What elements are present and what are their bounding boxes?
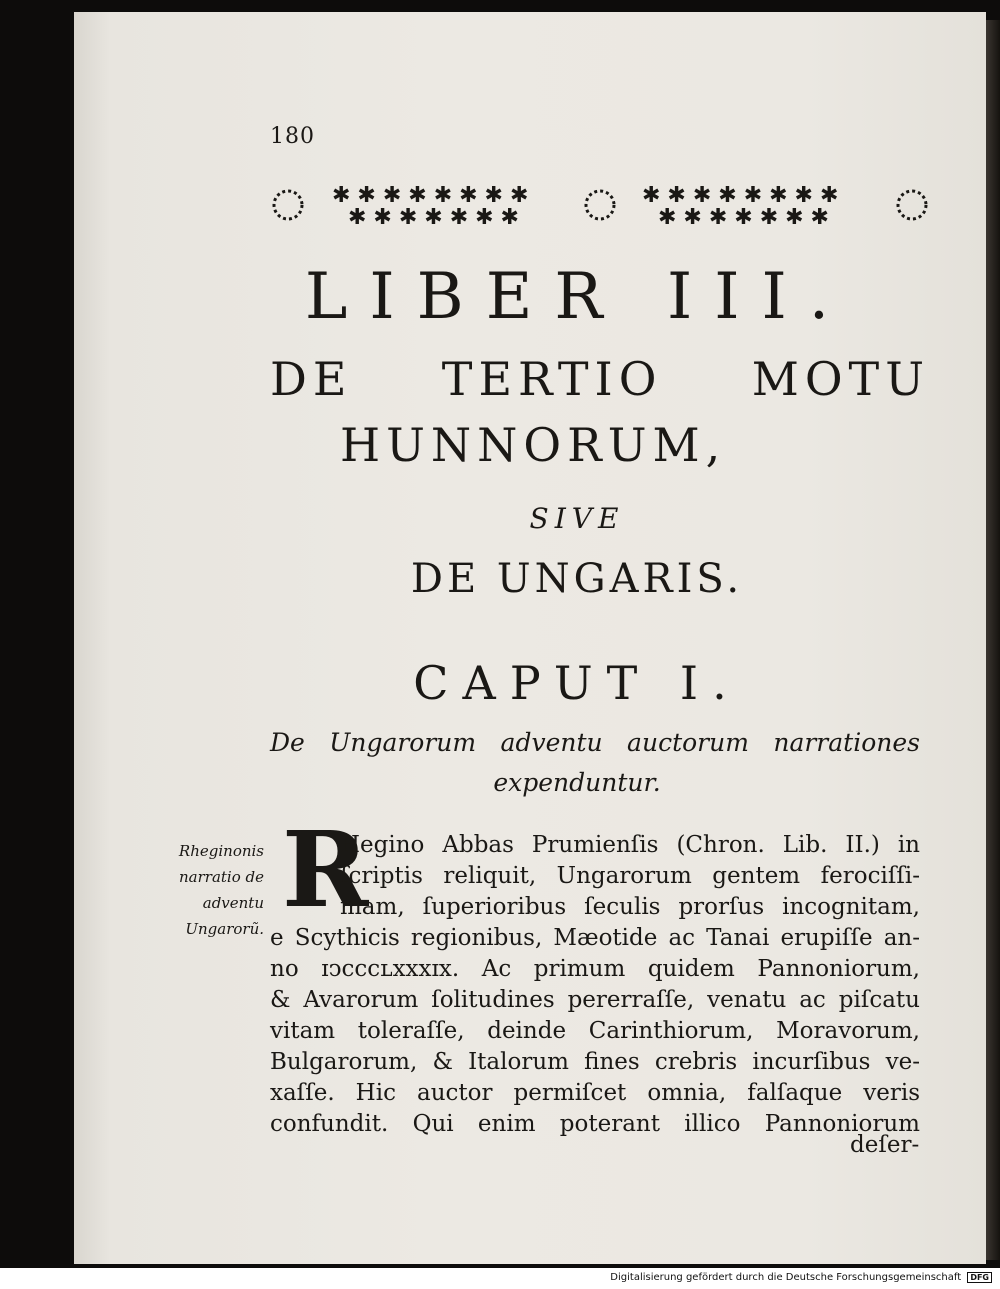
margin-note-line: narratio de <box>179 868 264 886</box>
dfg-logo-icon: DFG <box>967 1272 992 1283</box>
title-sive: SIVE <box>529 502 625 535</box>
body-line: no ɪↄcccʟxxxɪx. Ac primum quidem Pannoniorum, <box>270 956 920 982</box>
body-line: e Scythicis regionibus, Mæotide ac Tanai erupiſſe an- <box>270 925 920 951</box>
body-line: & Avarorum ſolitudines pererraſſe, venatu ac piſcatu <box>270 987 920 1013</box>
chapter-subtitle-line2: expenduntur. <box>493 768 661 797</box>
title-liber: LIBER III. <box>304 260 852 334</box>
margin-note <box>168 838 264 942</box>
body-line: vitam toleraſſe, deinde Carinthiorum, Moravorum, <box>270 1018 920 1044</box>
body-line: mam, ſuperioribus ſeculis prorſus incognitam, <box>340 894 920 920</box>
body-line: Bulgarorum, & Italorum fines crebris incurſibus ve- <box>270 1049 920 1075</box>
margin-note-line: Rheginonis <box>178 842 264 860</box>
body-line: ſcriptis reliquit, Ungarorum gentem ferociſſi- <box>340 863 920 889</box>
svg-text:✱ ✱ ✱ ✱ ✱ ✱ ✱ ✱: ✱ ✱ ✱ ✱ ✱ ✱ ✱ ✱ <box>332 183 529 208</box>
title-de-tertio-motu: DE TERTIO MOTU <box>270 352 930 406</box>
svg-text:✱ ✱ ✱ ✱ ✱ ✱ ✱ ✱: ✱ ✱ ✱ ✱ ✱ ✱ ✱ ✱ <box>642 183 839 208</box>
drop-cap: R <box>282 808 369 931</box>
page-number: 180 <box>270 124 315 149</box>
decorative-ornament-band <box>270 180 930 230</box>
catchword: deſer- <box>850 1132 920 1158</box>
svg-text:✱ ✱ ✱ ✱ ✱ ✱ ✱: ✱ ✱ ✱ ✱ ✱ ✱ ✱ <box>658 205 829 230</box>
title-de-ungaris: DE UNGARIS. <box>410 556 744 602</box>
body-line: xaſſe. Hic auctor permiſcet omnia, falſaque veris <box>270 1080 920 1106</box>
book-page <box>74 12 986 1264</box>
margin-note-line: adventu <box>202 894 264 912</box>
book-edge <box>986 20 1000 1260</box>
title-hunnorum: HUNNORUM, <box>340 418 727 472</box>
digitization-credit <box>610 1272 992 1283</box>
body-line: Hegino Abbas Prumienſis (Chron. Lib. II.) in <box>340 832 920 858</box>
chapter-heading: CAPUT I. <box>413 656 741 710</box>
star-ornament-icon <box>270 180 930 230</box>
margin-note-line: Ungarorũ. <box>185 920 264 938</box>
svg-text:✱ ✱ ✱ ✱ ✱ ✱ ✱: ✱ ✱ ✱ ✱ ✱ ✱ ✱ <box>348 205 519 230</box>
credit-text: Digitalisierung gefördert durch die Deutsche Forschungsgemeinschaft <box>610 1272 962 1283</box>
chapter-subtitle-line1: De Ungarorum adventu auctorum narrationes <box>270 728 920 757</box>
body-line: confundit. Qui enim poterant illico Pannoniorum <box>270 1111 920 1137</box>
